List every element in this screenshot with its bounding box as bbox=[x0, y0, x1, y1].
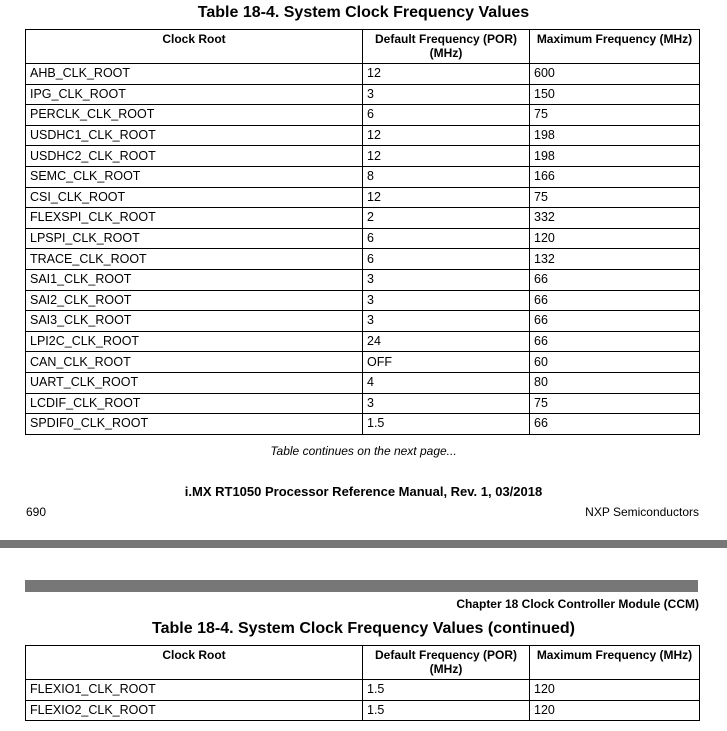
cell-clock-root: TRACE_CLK_ROOT bbox=[26, 249, 363, 270]
cell-clock-root: SAI3_CLK_ROOT bbox=[26, 311, 363, 332]
cell-default-frequency: 12 bbox=[363, 64, 530, 85]
cell-clock-root: FLEXIO1_CLK_ROOT bbox=[26, 680, 363, 701]
header-clock-root: Clock Root bbox=[26, 646, 363, 680]
cell-clock-root: PERCLK_CLK_ROOT bbox=[26, 105, 363, 126]
cell-clock-root: CAN_CLK_ROOT bbox=[26, 352, 363, 373]
table-row bbox=[26, 393, 700, 414]
chapter-header-bar bbox=[25, 580, 698, 592]
footer-manual-title: i.MX RT1050 Processor Reference Manual, Rev. 1, 03/2018 bbox=[184, 484, 543, 499]
table-row bbox=[26, 146, 700, 167]
cell-default-frequency: 12 bbox=[363, 125, 530, 146]
cell-default-frequency: 12 bbox=[363, 146, 530, 167]
table-row bbox=[26, 249, 700, 270]
cell-clock-root: LPSPI_CLK_ROOT bbox=[26, 228, 363, 249]
cell-maximum-frequency: 66 bbox=[530, 311, 700, 332]
cell-maximum-frequency: 198 bbox=[530, 146, 700, 167]
cell-default-frequency: OFF bbox=[363, 352, 530, 373]
cell-clock-root: AHB_CLK_ROOT bbox=[26, 64, 363, 85]
cell-maximum-frequency: 166 bbox=[530, 166, 700, 187]
cell-clock-root: USDHC1_CLK_ROOT bbox=[26, 125, 363, 146]
table-title-continued: Table 18-4. System Clock Frequency Values (continued) bbox=[152, 620, 575, 637]
cell-default-frequency: 1.5 bbox=[363, 700, 530, 721]
table-row bbox=[26, 331, 700, 352]
cell-default-frequency: 3 bbox=[363, 393, 530, 414]
cell-clock-root: SAI1_CLK_ROOT bbox=[26, 269, 363, 290]
table-row bbox=[26, 187, 700, 208]
cell-default-frequency: 24 bbox=[363, 331, 530, 352]
table-row bbox=[26, 680, 700, 701]
cell-clock-root: USDHC2_CLK_ROOT bbox=[26, 146, 363, 167]
table-title: Table 18-4. System Clock Frequency Values bbox=[197, 4, 530, 21]
cell-maximum-frequency: 66 bbox=[530, 331, 700, 352]
table-row bbox=[26, 166, 700, 187]
cell-default-frequency: 1.5 bbox=[363, 414, 530, 435]
cell-default-frequency: 3 bbox=[363, 311, 530, 332]
cell-maximum-frequency: 75 bbox=[530, 393, 700, 414]
table-row bbox=[26, 290, 700, 311]
header-default-frequency: Default Frequency (POR) (MHz) bbox=[363, 646, 530, 680]
cell-maximum-frequency: 75 bbox=[530, 105, 700, 126]
table-header-row bbox=[26, 646, 700, 680]
cell-default-frequency: 6 bbox=[363, 249, 530, 270]
cell-default-frequency: 3 bbox=[363, 290, 530, 311]
cell-maximum-frequency: 332 bbox=[530, 208, 700, 229]
cell-maximum-frequency: 80 bbox=[530, 372, 700, 393]
cell-clock-root: SAI2_CLK_ROOT bbox=[26, 290, 363, 311]
cell-default-frequency: 3 bbox=[363, 269, 530, 290]
table-row bbox=[26, 64, 700, 85]
cell-clock-root: LPI2C_CLK_ROOT bbox=[26, 331, 363, 352]
cell-clock-root: CSI_CLK_ROOT bbox=[26, 187, 363, 208]
cell-clock-root: IPG_CLK_ROOT bbox=[26, 84, 363, 105]
table-row bbox=[26, 208, 700, 229]
cell-default-frequency: 2 bbox=[363, 208, 530, 229]
cell-clock-root: FLEXSPI_CLK_ROOT bbox=[26, 208, 363, 229]
cell-maximum-frequency: 120 bbox=[530, 700, 700, 721]
table-row bbox=[26, 269, 700, 290]
cell-default-frequency: 12 bbox=[363, 187, 530, 208]
clock-frequency-table bbox=[25, 29, 700, 435]
table-row bbox=[26, 372, 700, 393]
cell-maximum-frequency: 600 bbox=[530, 64, 700, 85]
header-clock-root: Clock Root bbox=[26, 30, 363, 64]
cell-maximum-frequency: 120 bbox=[530, 680, 700, 701]
cell-clock-root: UART_CLK_ROOT bbox=[26, 372, 363, 393]
cell-default-frequency: 1.5 bbox=[363, 680, 530, 701]
table-row bbox=[26, 105, 700, 126]
table-row bbox=[26, 228, 700, 249]
table-row bbox=[26, 700, 700, 721]
table-row bbox=[26, 84, 700, 105]
cell-default-frequency: 6 bbox=[363, 228, 530, 249]
cell-clock-root: SPDIF0_CLK_ROOT bbox=[26, 414, 363, 435]
cell-maximum-frequency: 60 bbox=[530, 352, 700, 373]
company-name: NXP Semiconductors bbox=[585, 505, 699, 519]
page-separator bbox=[0, 540, 727, 548]
cell-maximum-frequency: 132 bbox=[530, 249, 700, 270]
header-maximum-frequency: Maximum Frequency (MHz) bbox=[530, 30, 700, 64]
header-default-frequency: Default Frequency (POR) (MHz) bbox=[363, 30, 530, 64]
cell-maximum-frequency: 150 bbox=[530, 84, 700, 105]
table-header-row bbox=[26, 30, 700, 64]
cell-maximum-frequency: 75 bbox=[530, 187, 700, 208]
cell-maximum-frequency: 66 bbox=[530, 269, 700, 290]
cell-clock-root: LCDIF_CLK_ROOT bbox=[26, 393, 363, 414]
table-row bbox=[26, 352, 700, 373]
table-row bbox=[26, 414, 700, 435]
cell-maximum-frequency: 66 bbox=[530, 290, 700, 311]
table-continued-note: Table continues on the next page... bbox=[270, 444, 457, 458]
cell-maximum-frequency: 198 bbox=[530, 125, 700, 146]
cell-default-frequency: 6 bbox=[363, 105, 530, 126]
cell-default-frequency: 3 bbox=[363, 84, 530, 105]
cell-default-frequency: 4 bbox=[363, 372, 530, 393]
cell-clock-root: SEMC_CLK_ROOT bbox=[26, 166, 363, 187]
table-row bbox=[26, 311, 700, 332]
cell-clock-root: FLEXIO2_CLK_ROOT bbox=[26, 700, 363, 721]
header-maximum-frequency: Maximum Frequency (MHz) bbox=[530, 646, 700, 680]
chapter-header: Chapter 18 Clock Controller Module (CCM) bbox=[456, 597, 699, 611]
cell-maximum-frequency: 120 bbox=[530, 228, 700, 249]
page-number: 690 bbox=[26, 505, 47, 519]
table-row bbox=[26, 125, 700, 146]
cell-maximum-frequency: 66 bbox=[530, 414, 700, 435]
clock-frequency-table-continued bbox=[25, 645, 700, 721]
cell-default-frequency: 8 bbox=[363, 166, 530, 187]
